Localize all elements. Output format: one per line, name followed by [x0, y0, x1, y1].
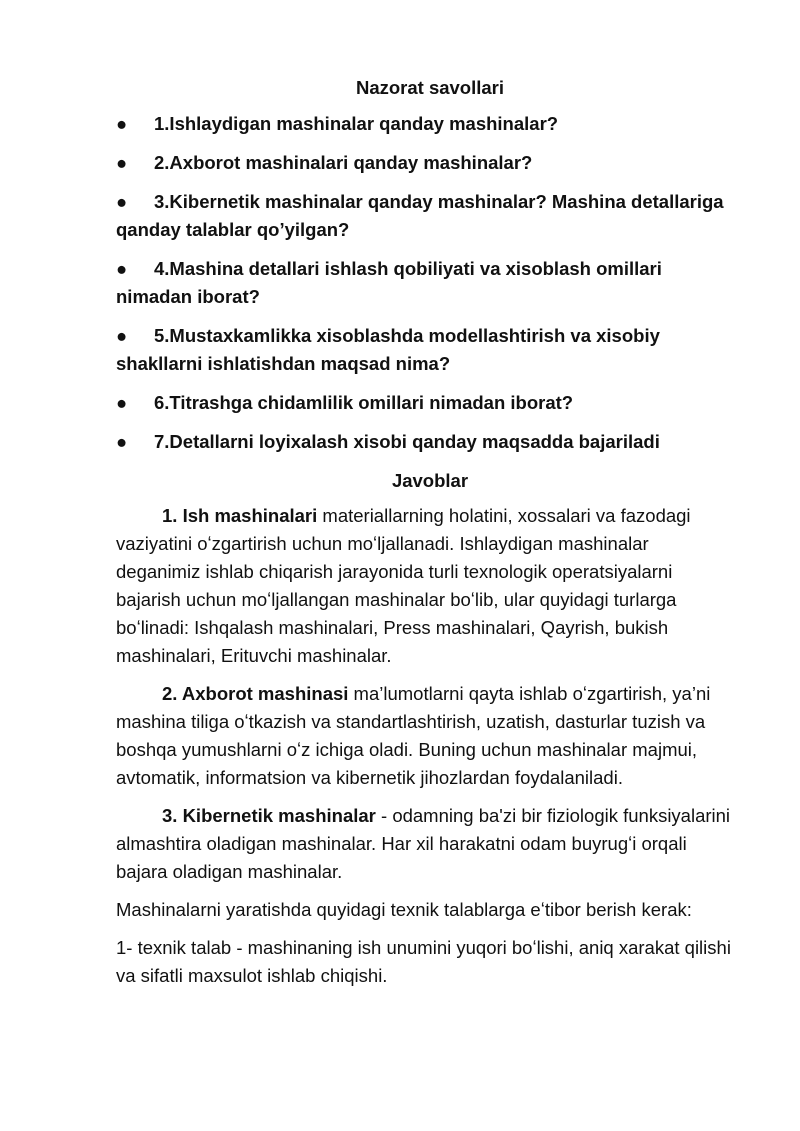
body-paragraph: 1- texnik talab - mashinaning ish unumini yuqori boʻlishi, aniq xarakat qilishi va sifatli maxsulot ishlab chiqishi.	[116, 937, 731, 986]
question-text: 1.Ishlaydigan mashinalar qanday mashinalar?	[154, 113, 559, 134]
answer-term: 2. Axborot mashinasi	[162, 683, 349, 704]
answer-paragraph	[116, 680, 736, 792]
bullet-icon: ●	[116, 392, 128, 413]
answer-text: ma’lumotlarni qayta ishlab oʻzgartirish, ya’ni mashina tiliga oʻtkazish va standartlashtirish, uzatish, dasturlar tuzish va boshqa yumushlarni oʻz ichiga oladi. Buning uchun mashinalar majmui, avtomatik, informatsion va kibernetik jihozlardan foydalaniladi.	[116, 683, 711, 788]
answer-paragraph	[116, 802, 736, 886]
bullet-icon: ●	[116, 152, 128, 173]
question-text: 4.Mashina detallari ishlash qobiliyati va xisoblash omillari nimadan iborat?	[116, 258, 662, 307]
body-paragraph: Mashinalarni yaratishda quyidagi texnik talablarga eʻtibor berish kerak:	[116, 899, 692, 920]
bullet-icon: ●	[116, 431, 128, 452]
question-text: 7.Detallarni loyixalash xisobi qanday maqsadda bajariladi	[154, 431, 660, 452]
question-text: 6.Titrashga chidamlilik omillari nimadan iborat?	[154, 392, 574, 413]
answer-text: materiallarning holatini, xossalari va fazodagi vaziyatini oʻzgartirish uchun moʻljallanadi. Ishlaydigan mashinalar deganimiz ishlab chiqarish jarayonida turli texnologik operatsiyalarni bajarish uchun moʻljallangan mashinalar boʻlib, ular quyidagi turlarga boʻlinadi: Ishqalash mashinalari, Press mashinalari, Qayrish, bukish mashinalari, Erituvchi mashinalar.	[116, 505, 691, 666]
question-item	[116, 188, 736, 244]
answer-paragraph	[116, 502, 736, 670]
bullet-icon: ●	[116, 191, 128, 212]
question-item	[116, 255, 736, 311]
question-text: 2.Axborot mashinalari qanday mashinalar?	[154, 152, 533, 173]
question-text: 5.Mustaxkamlikka xisoblashda modellashtirish va xisobiy shakllarni ishlatishdan maqsad nima?	[116, 325, 660, 374]
questions-list	[116, 110, 736, 456]
answer-text: - odamning ba'zi bir fiziologik funksiyalarini almashtira oladigan mashinalar. Har xil harakatni odam buyrugʻi orqali bajara oladigan mashinalar.	[116, 805, 731, 882]
page-title: Nazorat savollari	[355, 77, 505, 98]
question-item	[116, 428, 736, 456]
answer-term: 3. Kibernetik mashinalar	[162, 805, 376, 826]
bullet-icon: ●	[116, 325, 128, 346]
answer-term: 1. Ish mashinalari	[162, 505, 318, 526]
question-item	[116, 322, 736, 378]
bullet-icon: ●	[116, 113, 128, 134]
bullet-icon: ●	[116, 258, 128, 279]
question-item	[116, 110, 736, 138]
question-item	[116, 149, 736, 177]
answers-heading: Javoblar	[391, 470, 469, 491]
question-item	[116, 389, 736, 417]
question-text: 3.Kibernetik mashinalar qanday mashinalar? Mashina detallariga qanday talablar qo’yilgan?	[116, 191, 724, 240]
document-page	[116, 74, 736, 1000]
